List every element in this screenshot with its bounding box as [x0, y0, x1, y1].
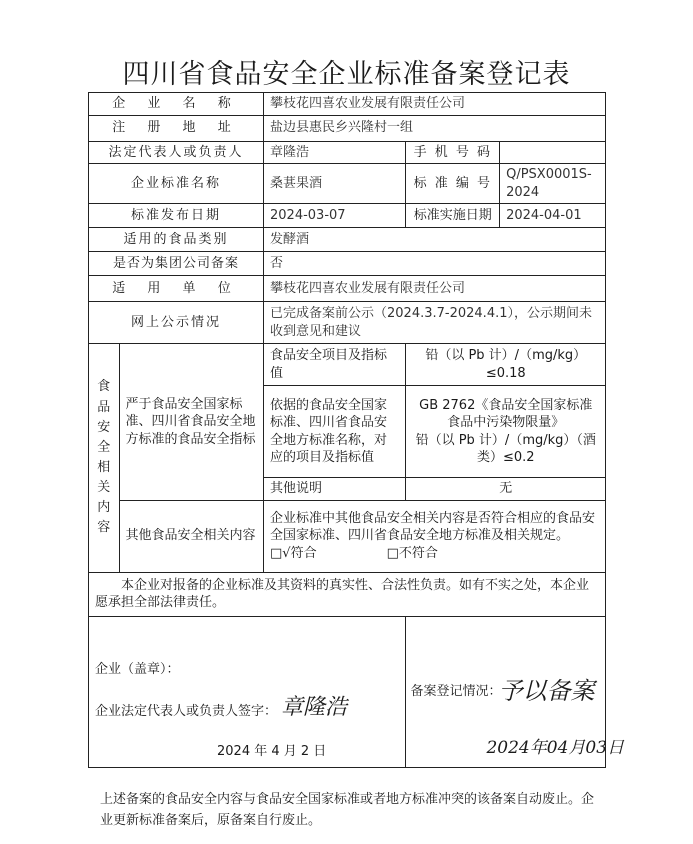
item-label: 食品安全项目及指标值 [264, 344, 406, 386]
reg-address-label: 注 册 地 址 [89, 115, 264, 141]
basis-standard: GB 2762《食品安全国家标准 食品中污染物限量》 [419, 397, 593, 431]
option-conform: □√符合 [270, 546, 317, 561]
category-label: 适用的食品类别 [89, 228, 264, 252]
basis-value [406, 386, 606, 478]
other-note-label: 其他说明 [264, 478, 406, 501]
applicable-unit-label: 适 用 单 位 [89, 276, 264, 302]
reg-address-value: 盐边县惠民乡兴隆村一组 [264, 115, 606, 141]
legal-rep-value: 章隆浩 [264, 141, 406, 164]
enterprise-name-value: 攀枝花四喜农业发展有限责任公司 [264, 93, 606, 116]
reg-status-label: 备案登记情况： [410, 683, 502, 699]
option-nonconform: □不符合 [386, 546, 438, 561]
group-label: 是否为集团公司备案 [89, 252, 264, 276]
std-name-value: 桑葚果酒 [264, 164, 406, 204]
registration-table [88, 92, 625, 768]
signature-handwriting: 章隆浩 [281, 694, 348, 720]
std-code-value: Q/PSX0001S-2024 [500, 164, 606, 204]
legal-rep-label: 法定代表人或负责人 [89, 141, 264, 164]
page-title: 四川省食品安全企业标准备案登记表 [122, 59, 571, 90]
applicable-unit-value: 攀枝花四喜农业发展有限责任公司 [264, 276, 606, 302]
basis-label: 依据的食品安全国家标准、四川省食品安全地方标准名称，对应的项目及指标值 [264, 386, 406, 478]
enterprise-name-label: 企 业 名 称 [89, 93, 264, 116]
seal-label: 企业（盖章）： [95, 661, 180, 677]
group-value: 否 [264, 252, 606, 276]
registration-cell [406, 616, 625, 767]
sign-label: 企业法定代表人或负责人签字： [95, 703, 278, 719]
safety-vertical-text: 食品安全相关内容 [97, 379, 111, 536]
item-value: 铅（以 Pb 计）/（mg/kg）≤0.18 [406, 344, 606, 386]
impl-date-value: 2024-04-01 [500, 204, 606, 228]
enterprise-signature-cell [89, 616, 406, 767]
other-content-text: 企业标准中其他食品安全相关内容是否符合相应的食品安全国家标准、四川省食品安全地方标准及相关规定。 [270, 510, 596, 544]
release-date-value: 2024-03-07 [264, 204, 406, 228]
release-date-label: 标准发布日期 [89, 204, 264, 228]
std-name-label: 企业标准名称 [89, 164, 264, 204]
other-content-cell [264, 500, 606, 572]
publicity-label: 网上公示情况 [89, 302, 264, 344]
safety-vertical-label [89, 344, 120, 573]
category-value: 发酵酒 [264, 228, 606, 252]
sign-date: 2024 年 4 月 2 日 [217, 743, 327, 759]
other-note-value: 无 [406, 478, 606, 501]
footer-note: 上述备案的食品安全内容与食品安全国家标准或者地方标准冲突的该备案自动废止。企业更新标准备案后，原备案自行废止。 [100, 792, 595, 828]
impl-date-label: 标准实施日期 [406, 204, 500, 228]
std-code-label: 标 准 编 号 [406, 164, 500, 204]
stricter-label: 严于食品安全国家标准、四川省食品安全地方标准的食品安全指标 [119, 344, 264, 501]
basis-limit: 铅（以 Pb 计）/（mg/kg）（酒类）≤0.2 [415, 432, 596, 466]
declaration: 本企业对报备的企业标准及其资料的真实性、合法性负责。如有不实之处，本企业愿承担全部法律责任。 [89, 572, 606, 616]
publicity-value: 已完成备案前公示（2024.3.7-2024.4.1），公示期间未收到意见和建议 [264, 302, 606, 344]
reg-date-handwriting: 2024年04月03日 [486, 737, 625, 758]
phone-label: 手 机 号 码 [406, 141, 500, 164]
reg-status-handwriting: 予以备案 [498, 676, 595, 705]
phone-value [500, 141, 606, 164]
other-content-label: 其他食品安全相关内容 [119, 500, 264, 572]
